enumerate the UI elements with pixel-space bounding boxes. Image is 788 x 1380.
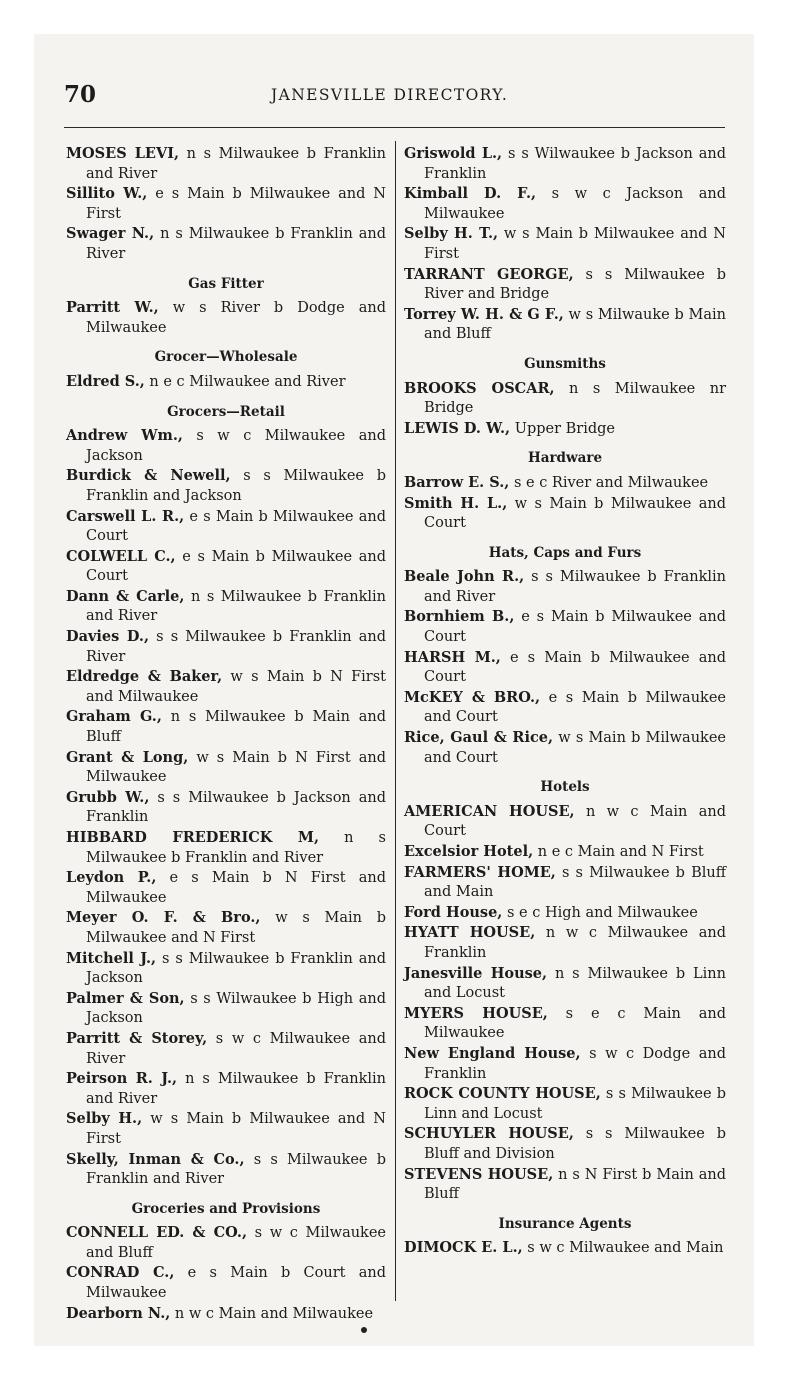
- entry-address: w s Main b Milwaukee and N First: [86, 1111, 386, 1147]
- entry-address: w s Main b Milwaukee and Court: [424, 495, 726, 532]
- header-rule: [64, 127, 725, 128]
- entry-address: n w c Main and Milwaukee: [170, 1305, 374, 1322]
- entry-name: CONNELL ED. & CO.,: [66, 1224, 248, 1242]
- entry-address: w s Main b N First and Milwaukee: [86, 669, 387, 705]
- entry-name: ROCK COUNTY HOUSE,: [404, 1085, 601, 1103]
- entry-address: s w c Jackson and Milwaukee: [424, 186, 726, 222]
- directory-entry: [404, 567, 726, 607]
- directory-entry: [66, 788, 386, 828]
- entry-name: Burdick & Newell,: [66, 467, 231, 485]
- entry-name: Davies D.,: [66, 628, 150, 646]
- entry-address: s s Milwaukee b Bluff and Main: [424, 864, 727, 901]
- entry-name: Torrey W. H. & G F.,: [404, 305, 564, 323]
- directory-entry: [66, 1304, 386, 1325]
- entry-name: Bornhiem B.,: [404, 608, 515, 626]
- entry-name: Meyer O. F. & Bro.,: [66, 909, 261, 927]
- entry-address: n s Milwaukee b Main and Bluff: [86, 709, 386, 746]
- entry-address: e s Main b Milwaukee and Court: [86, 548, 386, 585]
- entry-name: Excelsior Hotel,: [404, 843, 534, 860]
- entry-address: w s Main b Milwaukee and N First: [86, 910, 386, 946]
- directory-entry: [404, 1238, 726, 1259]
- entry-address: s w c Milwaukee and Jackson: [86, 428, 386, 464]
- entry-name: TARRANT GEORGE,: [404, 265, 574, 283]
- entry-address: w s Main b N First and Milwaukee: [86, 749, 386, 786]
- entry-address: s s Milwaukee b Linn and Locust: [424, 1086, 726, 1122]
- entry-name: HIBBARD FREDERICK M,: [66, 829, 320, 846]
- entry-name: Grant & Long,: [66, 748, 189, 766]
- entry-name: LEWIS D. W.,: [404, 419, 511, 437]
- entry-name: Selby H.,: [66, 1110, 143, 1128]
- entry-address: s w c Milwaukee and River: [86, 1030, 386, 1067]
- entry-address: w s Main b Milwaukee and N First: [424, 226, 726, 262]
- column-divider: [395, 141, 396, 1301]
- directory-entry: [404, 1124, 726, 1164]
- directory-entry: [404, 1165, 726, 1205]
- entry-name: Barrow E. S.,: [404, 473, 510, 491]
- entry-name: SCHUYLER HOUSE,: [404, 1125, 574, 1143]
- entry-name: Andrew Wm.,: [66, 427, 183, 445]
- entry-name: FARMERS' HOME,: [404, 863, 556, 881]
- directory-entry: [66, 989, 386, 1029]
- directory-entry: [404, 842, 726, 863]
- directory-entry: [404, 863, 726, 903]
- section-heading: Grocer—Wholesale: [154, 349, 298, 366]
- entry-name: MOSES LEVI,: [66, 145, 180, 162]
- entry-name: Janesville House,: [404, 964, 548, 982]
- entry-name: HYATT HOUSE,: [404, 924, 536, 942]
- entry-name: MYERS HOUSE,: [404, 1004, 548, 1022]
- section-heading: Hotels: [540, 779, 590, 796]
- directory-entry: [66, 667, 386, 707]
- section-heading: Gas Fitter: [188, 275, 264, 292]
- entry-name: New England House,: [404, 1044, 581, 1062]
- entry-name: Carswell L. R.,: [66, 507, 185, 525]
- directory-entry: [404, 964, 726, 1004]
- entry-name: Griswold L.,: [404, 145, 503, 162]
- entry-name: Ford House,: [404, 903, 503, 921]
- entry-address: n e c Milwaukee and River: [144, 373, 346, 390]
- entry-name: DIMOCK E. L.,: [404, 1239, 523, 1257]
- printer-dot: [361, 1327, 367, 1333]
- directory-entry: [66, 707, 386, 747]
- entry-address: w s Milwauke b Main and Bluff: [424, 306, 726, 343]
- directory-entry: [66, 1109, 386, 1149]
- directory-entry: [66, 298, 386, 338]
- directory-entry: [404, 923, 726, 963]
- entry-name: Mitchell J.,: [66, 949, 157, 967]
- directory-entry: [66, 224, 386, 264]
- entry-name: AMERICAN HOUSE,: [404, 802, 575, 820]
- entry-name: STEVENS HOUSE,: [404, 1165, 554, 1183]
- left-column: [66, 144, 386, 1324]
- directory-entry: [404, 305, 726, 345]
- entry-name: Skelly, Inman & Co.,: [66, 1150, 245, 1168]
- directory-entry: [404, 648, 726, 688]
- entry-name: Parritt & Storey,: [66, 1029, 208, 1047]
- entry-name: Swager N.,: [66, 225, 155, 243]
- entry-name: CONRAD C.,: [66, 1264, 175, 1282]
- directory-entry: [404, 802, 726, 842]
- entry-address: s s Milwaukee b Jackson and Franklin: [86, 789, 386, 826]
- entry-name: Beale John R.,: [404, 568, 525, 586]
- entry-name: Sillito W.,: [66, 185, 148, 203]
- entry-address: s s Milwaukee b Franklin and River: [86, 629, 386, 665]
- entry-address: s e c Main and Milwaukee: [424, 1005, 726, 1042]
- entry-name: McKEY & BRO.,: [404, 688, 541, 706]
- directory-entry: [66, 1263, 386, 1303]
- directory-entry: [66, 426, 386, 466]
- entry-address: n s Milwaukee b Franklin and River: [86, 1071, 386, 1107]
- entry-address: s s Wilwaukee b High and Jackson: [86, 990, 386, 1027]
- directory-entry: [66, 547, 386, 587]
- directory-entry: [66, 908, 386, 948]
- entry-address: n w c Milwaukee and Franklin: [424, 925, 726, 961]
- entry-address: s e c High and Milwaukee: [502, 904, 698, 921]
- directory-entry: [404, 1004, 726, 1044]
- directory-entry: [66, 466, 386, 506]
- directory-entry: [404, 903, 726, 924]
- directory-entry: [66, 1069, 386, 1109]
- directory-entry: [66, 507, 386, 547]
- directory-entry: [404, 419, 726, 440]
- entry-address: s s Milwaukee b Franklin and Jackson: [86, 468, 386, 504]
- entry-name: Palmer & Son,: [66, 989, 185, 1007]
- entry-address: s s Wilwaukee b Jackson and Franklin: [424, 146, 726, 182]
- entry-address: Upper Bridge: [510, 420, 615, 437]
- entry-address: e s Main b Milwaukee and N First: [86, 186, 386, 222]
- entry-address: e s Main b Milwaukee and Court: [86, 508, 386, 545]
- entry-address: n w c Main and Court: [424, 803, 727, 840]
- entry-address: s s Milwaukee b Franklin and River: [424, 569, 726, 605]
- directory-entry: [404, 607, 726, 647]
- entry-name: Rice, Gaul & Rice,: [404, 729, 554, 747]
- directory-entry: [404, 224, 726, 264]
- entry-address: e s Main b N First and Milwaukee: [86, 870, 386, 906]
- entry-name: Eldredge & Baker,: [66, 668, 223, 686]
- entry-address: e s Main b Milwaukee and Court: [424, 689, 726, 726]
- section-heading: Hardware: [527, 450, 603, 467]
- entry-address: e s Main b Milwaukee and Court: [424, 609, 726, 646]
- entry-address: w s Main b Milwaukee and Court: [424, 730, 726, 766]
- directory-entry: [66, 1223, 386, 1263]
- directory-entry: [66, 1029, 386, 1069]
- directory-entry: [66, 828, 386, 868]
- directory-entry: [404, 494, 726, 534]
- entry-name: Grubb W.,: [66, 788, 150, 806]
- entry-address: s w c Milwaukee and Main: [522, 1240, 724, 1257]
- section-heading: Grocers—Retail: [167, 403, 285, 420]
- entry-name: Dearborn N.,: [66, 1304, 171, 1322]
- directory-entry: [66, 184, 386, 224]
- entry-name: BROOKS OSCAR,: [404, 379, 555, 397]
- entry-address: s s Milwaukee b Franklin and River: [86, 1151, 386, 1188]
- directory-entry: [404, 1044, 726, 1084]
- entry-address: e s Main b Court and Milwaukee: [86, 1265, 386, 1302]
- directory-page: [34, 34, 754, 1346]
- section-heading: Gunsmiths: [524, 355, 606, 372]
- entry-address: n s Milwaukee b Linn and Locust: [424, 965, 726, 1002]
- entry-name: Parritt W.,: [66, 299, 159, 317]
- entry-name: COLWELL C.,: [66, 547, 176, 565]
- entry-name: Kimball D. F.,: [404, 185, 537, 203]
- section-heading: Hats, Caps and Furs: [488, 544, 642, 561]
- entry-name: Peirson R. J.,: [66, 1070, 178, 1088]
- entry-address: s s Milwaukee b River and Bridge: [424, 266, 726, 303]
- entry-name: Dann & Carle,: [66, 587, 185, 605]
- directory-entry: [66, 949, 386, 989]
- directory-entry: [66, 1150, 386, 1190]
- page-number: 70: [64, 81, 97, 108]
- entry-address: n s Milwaukee b Franklin and River: [86, 146, 386, 182]
- entry-address: s e c River and Milwaukee: [509, 474, 709, 491]
- entry-address: e s Main b Milwaukee and Court: [424, 649, 726, 686]
- directory-entry: [404, 144, 726, 184]
- entry-name: Eldred S.,: [66, 372, 145, 390]
- entry-address: n s Milwaukee b Franklin and River: [86, 588, 386, 625]
- entry-name: Smith H. L.,: [404, 494, 508, 512]
- directory-entry: [404, 473, 726, 494]
- entry-address: n s Milwaukee b Franklin and River: [86, 226, 387, 262]
- directory-entry: [66, 587, 386, 627]
- directory-entry: [404, 728, 726, 768]
- section-heading: Groceries and Provisions: [131, 1200, 321, 1217]
- directory-entry: [66, 627, 386, 667]
- directory-entry: [66, 748, 386, 788]
- directory-entry: [404, 184, 726, 224]
- section-heading: Insurance Agents: [498, 1215, 632, 1232]
- running-head: JANESVILLE DIRECTORY.: [271, 86, 509, 104]
- entry-name: Graham G.,: [66, 708, 162, 726]
- entry-address: w s River b Dodge and Milwaukee: [86, 300, 386, 336]
- entry-address: s s Milwaukee b Franklin and Jackson: [86, 950, 387, 987]
- directory-entry: [404, 379, 726, 419]
- entry-address: s w c Milwaukee and Bluff: [86, 1225, 386, 1261]
- directory-entry: [404, 265, 726, 305]
- entry-name: Selby H. T.,: [404, 225, 499, 243]
- entry-address: s w c Dodge and Franklin: [424, 1045, 726, 1082]
- directory-entry: [404, 1084, 726, 1124]
- entry-address: n e c Main and N First: [533, 844, 704, 860]
- entry-name: Leydon P.,: [66, 869, 157, 887]
- entry-address: n s Milwaukee b Franklin and River: [86, 830, 386, 866]
- entry-address: n s N First b Main and Bluff: [424, 1166, 726, 1203]
- directory-entry: [66, 144, 386, 184]
- directory-entry: [404, 688, 726, 728]
- entry-address: n s Milwaukee nr Bridge: [424, 380, 727, 417]
- entry-name: HARSH M.,: [404, 648, 501, 666]
- directory-entry: [66, 372, 386, 393]
- right-column: [404, 144, 726, 1259]
- entry-address: s s Milwaukee b Bluff and Division: [424, 1126, 726, 1162]
- directory-entry: [66, 868, 386, 908]
